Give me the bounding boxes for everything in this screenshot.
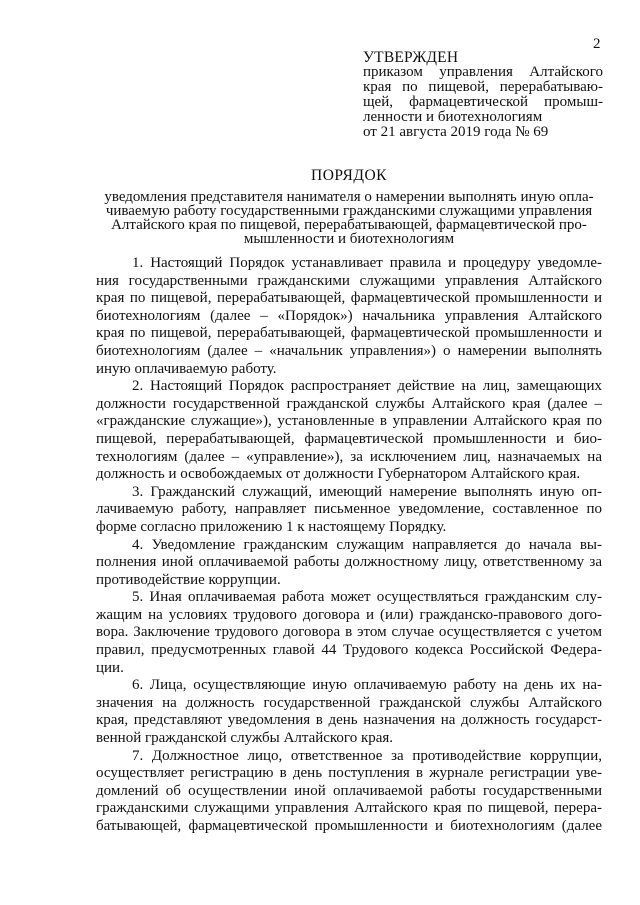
paragraph-line: форме согласно приложению 1 к настоящему Порядку. <box>96 518 447 535</box>
title-subtitle-line: чиваемую работу государственными гражданскими служащими управления <box>105 203 593 219</box>
title-main: ПОРЯДОК <box>311 167 387 184</box>
paragraph-line: гражданскими служащими управления Алтайского края по пищевой, перера- <box>96 800 602 817</box>
paragraph-line: ции. <box>96 659 124 676</box>
paragraph-line: биотехнологиям (далее – «Порядок») начальника управления Алтайского <box>96 307 602 324</box>
approval-line: края по пищевой, перерабатываю- <box>363 79 603 95</box>
paragraph-line: края по пищевой, перерабатывающей, фармацевтической промышленности и <box>96 325 602 342</box>
approval-line: приказом управления Алтайского <box>363 64 603 80</box>
paragraph-line: домлений об осуществлении иной оплачиваемой работы государственными <box>96 782 602 799</box>
paragraph-1 <box>96 255 602 378</box>
title-subtitle-line: уведомления представителя нанимателя о намерении выполнять иную опла- <box>104 189 594 205</box>
paragraph-line: должности государственной гражданской службы Алтайского края (далее – <box>96 395 602 412</box>
paragraph-line: должность и освобождаемых от должности Губернатором Алтайского края. <box>96 466 581 483</box>
paragraph-line: технологиям (далее – «управление»), за исключением лиц, назначаемых на <box>96 448 602 465</box>
approval-line: от 21 августа 2019 года № 69 <box>363 124 549 140</box>
approval-block <box>363 50 603 140</box>
paragraph-line: 1. Настоящий Порядок устанавливает правила и процедуру уведомле- <box>132 255 602 271</box>
paragraph-2 <box>96 378 602 484</box>
paragraph-line: полнения иной оплачиваемой работы должностному лицу, ответственному за <box>96 554 602 571</box>
approval-line: щей, фармацевтической промыш- <box>363 94 603 110</box>
paragraph-line: вора. Заключение трудового договора в этом случае осуществляется с учетом <box>96 624 602 641</box>
paragraph-4 <box>96 537 602 590</box>
paragraph-line: 3. Гражданский служащий, имеющий намерение выполнять иную оп- <box>132 483 602 500</box>
page-number: 2 <box>593 36 601 52</box>
paragraph-line: ния государственными гражданскими служащими управления Алтайского <box>96 272 602 289</box>
paragraph-3 <box>96 484 602 537</box>
title-subtitle-line: мышленности и биотехнологиям <box>243 231 455 247</box>
paragraph-line: батывающей, фармацевтической промышленности и биотехнологиям (далее <box>96 818 602 834</box>
paragraph-line: 6. Лица, осуществляющие иную оплачиваемую работу на день их на- <box>132 677 602 694</box>
paragraph-line: пищевой, перерабатывающей, фармацевтической промышленности и био- <box>96 430 602 447</box>
paragraph-line: 4. Уведомление гражданским служащим направляется до начала вы- <box>132 536 602 553</box>
approval-line: ленности и биотехнологиям <box>363 109 543 125</box>
paragraph-line: венной гражданской службы Алтайского края. <box>96 730 394 747</box>
paragraph-line: иную оплачиваемую работу. <box>96 360 277 377</box>
paragraph-line: 7. Должностное лицо, ответственное за противодействие коррупции, <box>132 747 602 764</box>
paragraph-line: биотехнологиям (далее – «начальник управления») о намерении выполнять <box>96 342 602 359</box>
paragraph-5 <box>96 589 602 677</box>
paragraph-line: 2. Настоящий Порядок распространяет действие на лиц, замещающих <box>132 378 602 395</box>
paragraph-line: «гражданские служащие»), установленные в управлении Алтайского края по <box>96 413 602 430</box>
approval-heading: УТВЕРЖДЕН <box>363 49 459 66</box>
paragraph-line: 5. Иная оплачиваемая работа может осуществляться гражданским слу- <box>132 589 602 606</box>
paragraph-7 <box>96 748 602 836</box>
paragraph-line: края, представляют уведомления в день назначения на должность государст- <box>96 712 602 729</box>
paragraph-line: противодействие коррупции. <box>96 571 281 588</box>
paragraph-line: значения на должность государственной гражданской службы Алтайского <box>96 694 602 711</box>
paragraph-6 <box>96 677 602 747</box>
paragraph-line: осуществляет регистрацию в день поступления в журнале регистрации уве- <box>96 765 602 782</box>
title-subtitle-line: Алтайского края по пищевой, перерабатывающей, фармацевтической про- <box>111 217 587 233</box>
paragraph-line: правил, предусмотренных главой 44 Трудового кодекса Российской Федера- <box>96 642 602 659</box>
paragraph-line: края по пищевой, перерабатывающей, фармацевтической промышленности и <box>96 290 602 307</box>
paragraph-line: жащим на условиях трудового договора и (или) гражданско-правового дого- <box>96 606 602 623</box>
document-title <box>98 167 600 246</box>
document-body <box>96 255 602 836</box>
paragraph-line: лачиваемую работу, направляет письменное уведомление, составленное по <box>96 501 602 518</box>
